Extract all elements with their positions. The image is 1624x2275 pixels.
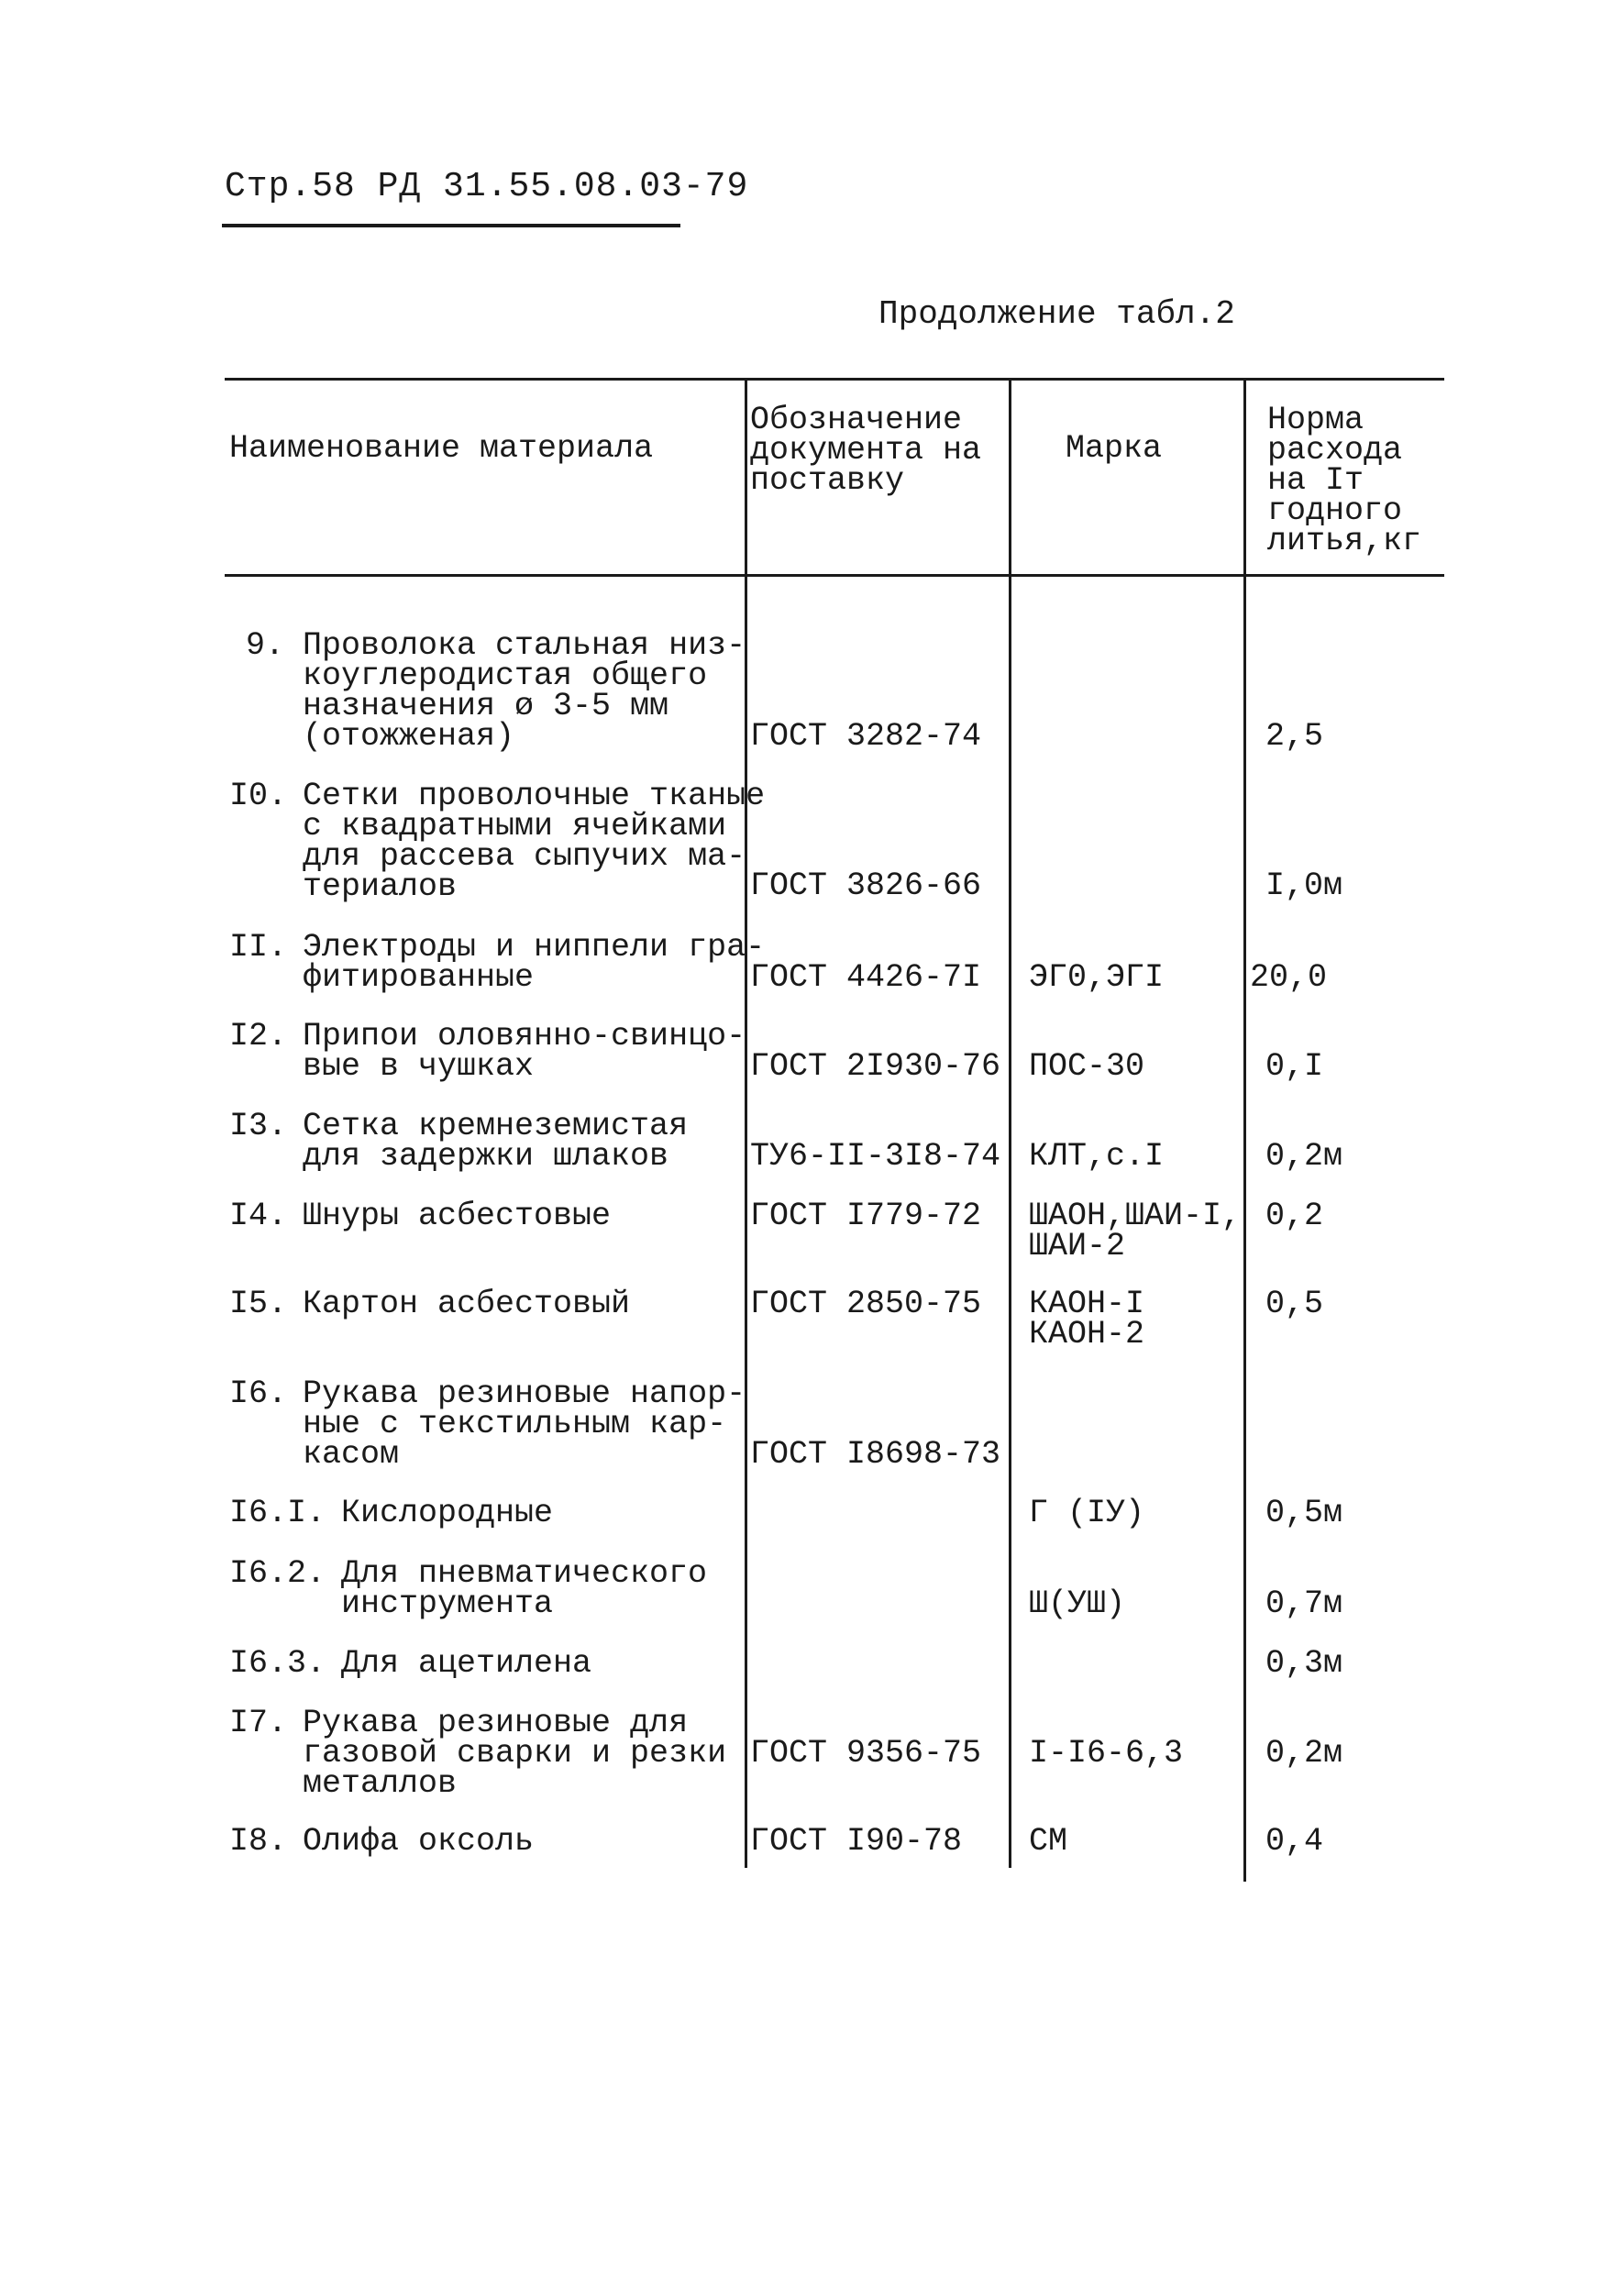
row-document: ГОСТ 9356-75 xyxy=(750,1735,982,1772)
row-brand: ШАОН,ШАИ-I, ШАИ-2 xyxy=(1029,1198,1242,1265)
column-divider-3 xyxy=(1243,378,1246,1882)
row-norm: 0,I xyxy=(1265,1048,1324,1085)
row-document: ГОСТ 2850-75 xyxy=(750,1286,982,1322)
row-norm: 0,2м xyxy=(1265,1735,1343,1772)
row-norm: 0,3м xyxy=(1265,1645,1343,1682)
row-document: ГОСТ I779-72 xyxy=(750,1198,982,1234)
row-number: I6.2. xyxy=(229,1555,326,1592)
table-caption: Продолжение табл.2 xyxy=(878,295,1235,333)
row-material-name: Для пневматического инструмента xyxy=(341,1555,708,1622)
row-brand: СМ xyxy=(1029,1823,1068,1860)
column-header-norm: Норма расхода на Iт годного литья,кг xyxy=(1267,402,1422,559)
row-brand: КАОН-I КАОН-2 xyxy=(1029,1286,1145,1353)
row-brand: Г (IУ) xyxy=(1029,1495,1145,1531)
row-brand: ЭГ0,ЭГI xyxy=(1029,959,1165,996)
row-number: I6.3. xyxy=(229,1645,326,1682)
row-number: I2. xyxy=(229,1018,288,1055)
row-norm: 0,4 xyxy=(1265,1823,1324,1860)
row-material-name: Припои оловянно-свинцо- вые в чушках xyxy=(303,1018,746,1085)
row-material-name: Шнуры асбестовые xyxy=(303,1198,612,1234)
row-norm: 2,5 xyxy=(1265,718,1324,755)
row-number: I5. xyxy=(229,1286,288,1322)
row-material-name: Картон асбестовый xyxy=(303,1286,631,1322)
row-document: ГОСТ 3282-74 xyxy=(750,718,982,755)
column-divider-1 xyxy=(745,378,747,1868)
row-material-name: Сетки проволочные тканые с квадратными ячейками для рассева сыпучих ма- териалов xyxy=(303,778,766,905)
header-bottom-rule xyxy=(225,574,1444,577)
row-number: 9. xyxy=(246,627,285,664)
row-brand: Ш(УШ) xyxy=(1029,1585,1126,1622)
row-material-name: Рукава резиновые для газовой сварки и резки металлов xyxy=(303,1705,727,1802)
row-number: II. xyxy=(229,929,288,966)
row-material-name: Проволока стальная низ- коуглеродистая общего назначения ø 3-5 мм (отожженая) xyxy=(303,627,746,755)
row-brand: I-I6-6,3 xyxy=(1029,1735,1184,1772)
row-brand: ПОС-30 xyxy=(1029,1048,1145,1085)
row-document: ГОСТ I8698-73 xyxy=(750,1436,1001,1473)
row-norm: 0,7м xyxy=(1265,1585,1343,1622)
table-top-rule xyxy=(225,378,1444,381)
row-material-name: Кислородные xyxy=(341,1495,554,1531)
header-rule xyxy=(222,224,680,227)
row-norm: 0,5 xyxy=(1265,1286,1324,1322)
row-number: I3. xyxy=(229,1108,288,1144)
row-material-name: Электроды и ниппели гра- фитированные xyxy=(303,929,766,996)
row-norm: I,0м xyxy=(1265,867,1343,904)
row-number: I8. xyxy=(229,1823,288,1860)
row-number: I7. xyxy=(229,1705,288,1741)
row-norm: 0,2м xyxy=(1265,1138,1343,1175)
column-header-document: Обозначение документа на поставку xyxy=(750,402,982,499)
column-header-brand: Марка xyxy=(1066,430,1163,467)
page-header: Стр.58 РД 31.55.08.03-79 xyxy=(225,167,749,206)
row-document: ГОСТ 2I930-76 xyxy=(750,1048,1001,1085)
row-norm: 0,2 xyxy=(1265,1198,1324,1234)
column-divider-2 xyxy=(1009,378,1011,1868)
row-material-name: Для ацетилена xyxy=(341,1645,592,1682)
row-norm: 0,5м xyxy=(1265,1495,1343,1531)
row-material-name: Рукава резиновые напор- ные с текстильным кар- касом xyxy=(303,1375,746,1473)
row-norm: 20,0 xyxy=(1250,959,1328,996)
row-number: I0. xyxy=(229,778,288,814)
row-document: ГОСТ I90-78 xyxy=(750,1823,963,1860)
row-document: ГОСТ 3826-66 xyxy=(750,867,982,904)
row-brand: КЛТ,с.I xyxy=(1029,1138,1165,1175)
column-header-name: Наименование материала xyxy=(229,430,654,467)
row-number: I6.I. xyxy=(229,1495,326,1531)
row-material-name: Сетка кремнеземистая для задержки шлаков xyxy=(303,1108,689,1175)
row-document: ТУ6-II-3I8-74 xyxy=(750,1138,1001,1175)
row-number: I6. xyxy=(229,1375,288,1412)
row-document: ГОСТ 4426-7I xyxy=(750,959,982,996)
row-number: I4. xyxy=(229,1198,288,1234)
row-material-name: Олифа оксоль xyxy=(303,1823,535,1860)
